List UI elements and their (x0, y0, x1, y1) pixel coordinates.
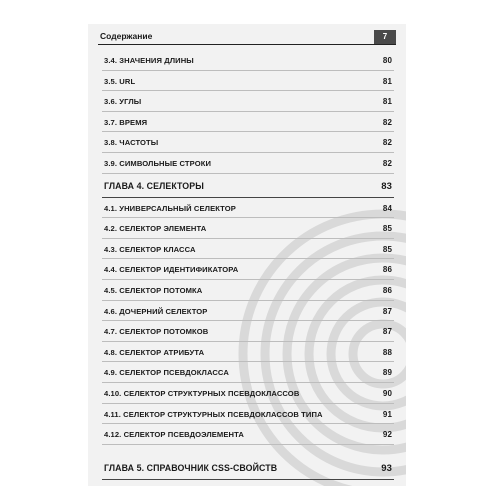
toc-entry[interactable] (102, 424, 394, 445)
toc-entry-label: 4.8. СЕЛЕКТОР АТРИБУТА (104, 347, 205, 357)
toc-entry[interactable] (102, 404, 394, 425)
toc-entry-page: 84 (382, 203, 392, 213)
toc-entry[interactable] (102, 50, 394, 71)
toc-entry-label: 3.9. СИМВОЛЬНЫЕ СТРОКИ (104, 158, 212, 168)
toc-entry-page: 91 (382, 409, 392, 419)
toc-entry-label: 3.5. URL (104, 76, 136, 86)
toc-chapter-page: 83 (381, 180, 392, 192)
toc-entry-page: 87 (382, 306, 392, 316)
book-page (88, 24, 406, 486)
toc-entry-label: 4.5. СЕЛЕКТОР ПОТОМКА (104, 285, 203, 295)
toc-chapter-label: ГЛАВА 5. СПРАВОЧНИК CSS-СВОЙСТВ (104, 462, 278, 473)
toc-chapter-label: ГЛАВА 4. СЕЛЕКТОРЫ (104, 180, 204, 191)
toc-entry-page: 85 (382, 244, 392, 254)
toc-entry-label: 4.3. СЕЛЕКТОР КЛАССА (104, 244, 196, 254)
toc-entry-label: 4.6. ДОЧЕРНИЙ СЕЛЕКТОР (104, 306, 208, 316)
section-title: Содержание (100, 31, 153, 41)
toc-entry[interactable] (102, 218, 394, 239)
toc-entry-label: 3.7. ВРЕМЯ (104, 117, 148, 127)
toc-entry-label: 3.6. УГЛЫ (104, 97, 142, 107)
toc-entry[interactable] (102, 91, 394, 112)
toc-entry-label: 3.4. ЗНАЧЕНИЯ ДЛИНЫ (104, 56, 194, 65)
toc-entry-label: 4.11. СЕЛЕКТОР СТРУКТУРНЫХ ПСЕВДОКЛАССОВ ТИПА (104, 409, 323, 419)
toc-entry-page: 86 (382, 265, 392, 275)
toc-entry-page: 81 (382, 76, 392, 86)
toc-entry-page: 92 (382, 430, 392, 440)
toc-entry[interactable] (102, 71, 394, 92)
toc-entry[interactable] (102, 198, 394, 219)
toc-entry-page: 85 (382, 224, 392, 234)
toc-chapter-heading[interactable] (102, 174, 394, 198)
toc-entry-page: 81 (382, 97, 392, 107)
table-of-contents (102, 50, 394, 486)
toc-entry-page: 82 (382, 117, 392, 127)
page-header (98, 30, 396, 45)
toc-entry[interactable] (102, 280, 394, 301)
toc-entry-label: 3.8. ЧАСТОТЫ (104, 138, 159, 148)
toc-entry[interactable] (102, 342, 394, 363)
toc-entry-page: 88 (382, 347, 392, 357)
toc-entry-label: 4.1. УНИВЕРСАЛЬНЫЙ СЕЛЕКТОР (104, 203, 236, 213)
toc-chapter-page: 93 (381, 462, 392, 474)
toc-entry-label: 4.10. СЕЛЕКТОР СТРУКТУРНЫХ ПСЕВДОКЛАССОВ (104, 388, 300, 398)
toc-entry[interactable] (102, 239, 394, 260)
toc-entry[interactable] (102, 132, 394, 153)
toc-chapter-heading[interactable] (102, 456, 394, 480)
toc-entry-label: 4.7. СЕЛЕКТОР ПОТОМКОВ (104, 327, 209, 337)
toc-entry-label: 4.2. СЕЛЕКТОР ЭЛЕМЕНТА (104, 224, 207, 234)
toc-entry-label: 4.4. СЕЛЕКТОР ИДЕНТИФИКАТОРА (104, 265, 239, 275)
toc-entry-page: 89 (382, 368, 392, 378)
toc-entry-page: 87 (382, 327, 392, 337)
toc-entry-page: 82 (382, 158, 392, 168)
toc-entry[interactable] (102, 153, 394, 174)
toc-entry[interactable] (102, 362, 394, 383)
toc-entry[interactable] (102, 321, 394, 342)
toc-entry-page: 90 (382, 388, 392, 398)
toc-entry[interactable] (102, 301, 394, 322)
page-number: 7 (374, 30, 396, 44)
toc-entry-page: 82 (382, 138, 392, 148)
toc-entry-page: 80 (382, 56, 392, 65)
toc-entry[interactable] (102, 259, 394, 280)
toc-entry-label: 4.9. СЕЛЕКТОР ПСЕВДОКЛАССА (104, 368, 229, 378)
toc-entry[interactable] (102, 112, 394, 133)
toc-entry-label: 4.12. СЕЛЕКТОР ПСЕВДОЭЛЕМЕНТА (104, 430, 244, 440)
toc-entry[interactable] (102, 383, 394, 404)
toc-entry-page: 86 (382, 285, 392, 295)
